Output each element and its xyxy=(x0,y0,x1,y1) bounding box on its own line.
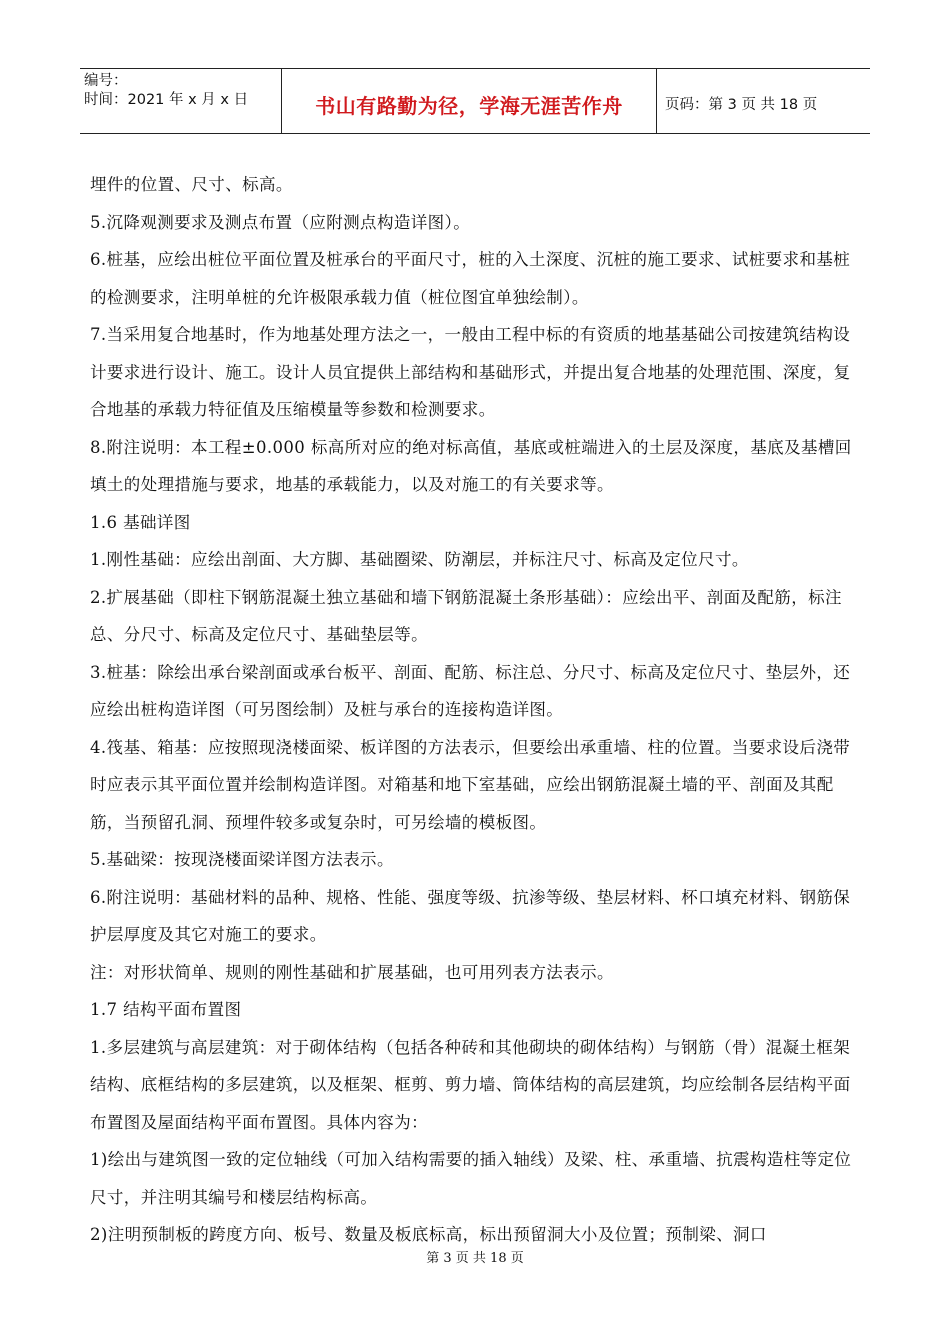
page-header xyxy=(80,68,870,134)
paragraph: 8.附注说明：本工程±0.000 标高所对应的绝对标高值，基底或桩端进入的土层及深度，基底及基槽回填土的处理措施与要求，地基的承载能力，以及对施工的有关要求等。 xyxy=(90,437,852,494)
paragraph: 6.附注说明：基础材料的品种、规格、性能、强度等级、抗渗等级、垫层材料、杯口填充材料、钢筋保护层厚度及其它对施工的要求。 xyxy=(90,887,851,944)
paragraph: 7.当采用复合地基时，作为地基处理方法之一，一般由工程中标的有资质的地基基础公司按建筑结构设计要求进行设计、施工。设计人员宜提供上部结构和基础形式，并提出复合地基的处理范围、深度，复合地基的承载力特征值及压缩模量等参数和检测要求。 xyxy=(90,325,851,419)
document-number-label: 编号： xyxy=(84,73,128,89)
paragraph: 2)注明预制板的跨度方向、板号、数量及板底标高，标出预留洞大小及位置；预制梁、洞口 xyxy=(90,1225,767,1244)
paragraph: 埋件的位置、尺寸、标高。 xyxy=(90,175,293,194)
paragraph: 3.桩基：除绘出承台梁剖面或承台板平、剖面、配筋、标注总、分尺寸、标高及定位尺寸、垫层外，还应绘出桩构造详图（可另图绘制）及桩与承台的连接构造详图。 xyxy=(90,662,851,719)
paragraph: 1.刚性基础：应绘出剖面、大方脚、基础圈梁、防潮层，并标注尺寸、标高及定位尺寸。 xyxy=(90,550,749,569)
section-heading: 1.7 结构平面布置图 xyxy=(90,1000,242,1019)
paragraph: 5.沉降观测要求及测点布置（应附测点构造详图）。 xyxy=(90,212,471,232)
section-heading: 1.6 基础详图 xyxy=(90,512,191,532)
note-paragraph: 注：对形状简单、规则的刚性基础和扩展基础，也可用列表方法表示。 xyxy=(90,962,614,982)
paragraph: 5.基础梁：按现浇楼面梁详图方法表示。 xyxy=(90,850,394,869)
document-date: 时间：2021 年 x 月 x 日 xyxy=(84,92,249,108)
header-meta xyxy=(80,69,282,133)
paragraph: 6.桩基，应绘出桩位平面位置及桩承台的平面尺寸，桩的入土深度、沉桩的施工要求、试桩要求和基桩的检测要求，注明单桩的允许极限承载力值（桩位图宜单独绘制）。 xyxy=(90,250,851,307)
document-body xyxy=(90,166,860,1254)
header-page-info: 页码：第 3 页 共 18 页 xyxy=(665,96,818,113)
paragraph: 1)绘出与建筑图一致的定位轴线（可加入结构需要的插入轴线）及梁、柱、承重墙、抗震构造柱等定位尺寸，并注明其编号和楼层结构标高。 xyxy=(90,1150,852,1207)
header-motto: 书山有路勤为径，学海无涯苦作舟 xyxy=(282,69,657,133)
paragraph: 1.多层建筑与高层建筑：对于砌体结构（包括各种砖和其他砌块的砌体结构）与钢筋（骨）混凝土框架结构、底框结构的多层建筑，以及框架、框剪、剪力墙、筒体结构的高层建筑，均应绘制各层结构平面布置图及屋面结构平面布置图。具体内容为： xyxy=(90,1037,851,1132)
paragraph: 4.筏基、箱基：应按照现浇楼面梁、板详图的方法表示，但要绘出承重墙、柱的位置。当要求设后浇带时应表示其平面位置并绘制构造详图。对箱基和地下室基础，应绘出钢筋混凝土墙的平、剖面及其配筋，当预留孔洞、预埋件较多或复杂时，可另绘墙的模板图。 xyxy=(90,737,851,832)
paragraph: 2.扩展基础（即柱下钢筋混凝土独立基础和墙下钢筋混凝土条形基础）：应绘出平、剖面及配筋，标注总、分尺寸、标高及定位尺寸、基础垫层等。 xyxy=(90,587,842,644)
page-footer: 第 3 页 共 18 页 xyxy=(426,1251,524,1266)
